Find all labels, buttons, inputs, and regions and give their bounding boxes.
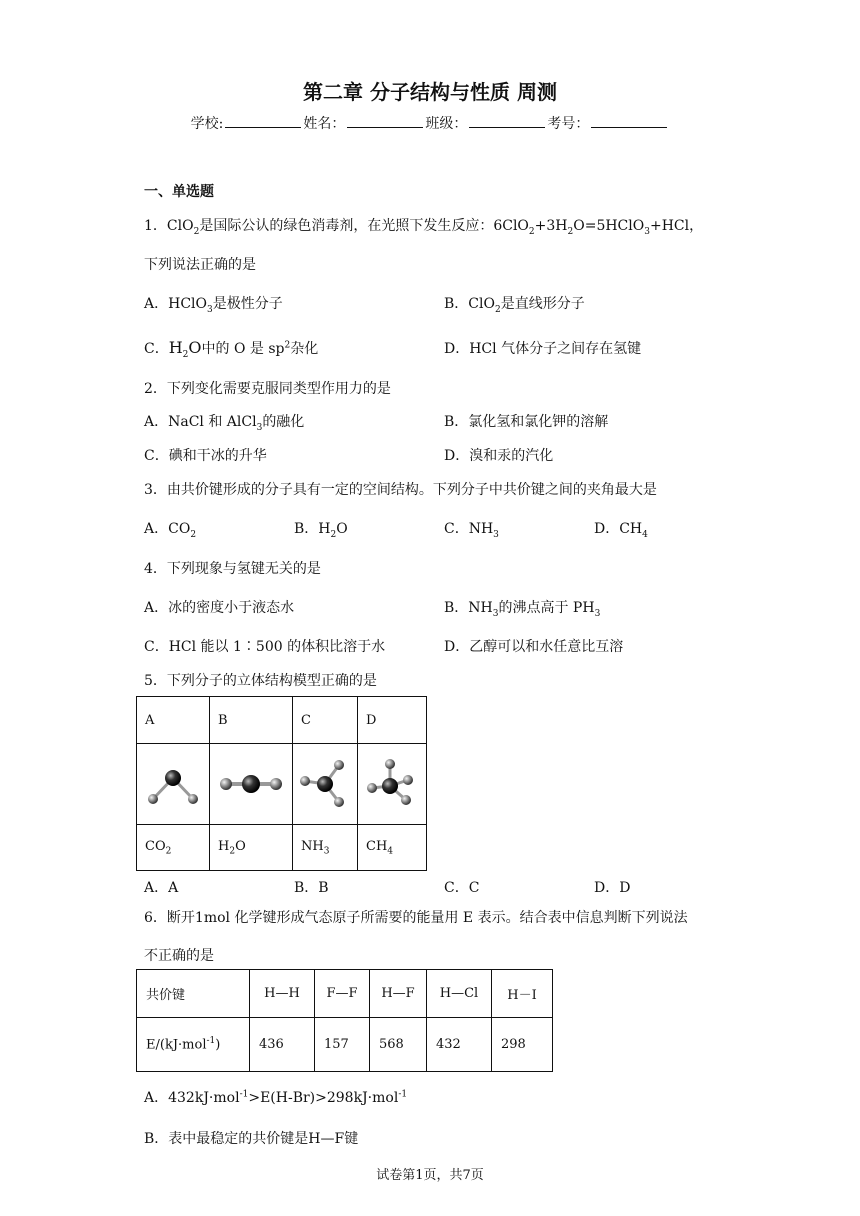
q5-option-d[interactable]: D．D xyxy=(594,880,631,896)
q5-option-b[interactable]: B．B xyxy=(294,880,329,896)
q5-model-c xyxy=(293,744,358,825)
q5-option-a[interactable]: A．A xyxy=(144,880,179,896)
q5-stem: 5．下列分子的立体结构模型正确的是 xyxy=(144,673,377,689)
q3-stem: 3．由共价键形成的分子具有一定的空间结构。下列分子中共价键之间的夹角最大是 xyxy=(144,482,657,498)
q5-formula-b: $H_2O$ xyxy=(210,825,293,871)
q4-stem: 4．下列现象与氢键无关的是 xyxy=(144,561,321,577)
school-blank xyxy=(225,115,301,128)
q5-model-table xyxy=(136,696,427,871)
q3-option-a[interactable]: A．$CO_2$ xyxy=(144,521,197,540)
name-label: 姓名： xyxy=(303,116,346,132)
bent-molecule-model xyxy=(137,744,209,820)
student-info xyxy=(0,113,860,133)
exam-no-label: 考号： xyxy=(547,116,590,132)
q6-energy: 436 xyxy=(250,1018,315,1072)
q5-header-c: C xyxy=(293,697,358,744)
planar-molecule-model xyxy=(293,744,357,820)
q3-option-d[interactable]: D．$CH_4$ xyxy=(594,521,648,540)
q6-bond: H－I xyxy=(492,970,553,1018)
q6-row-label-bond: 共价键 xyxy=(137,970,250,1018)
q6-bond: H—H xyxy=(250,970,315,1018)
q6-energy: 568 xyxy=(370,1018,427,1072)
q6-stem-line2: 不正确的是 xyxy=(144,948,214,964)
q5-model-d xyxy=(358,744,427,825)
q4-option-b[interactable]: B．$NH_3$的沸点高于 $PH_3$ xyxy=(444,600,601,619)
class-label: 班级： xyxy=(425,116,468,132)
class-blank xyxy=(469,115,545,128)
q4-option-a[interactable]: A．冰的密度小于液态水 xyxy=(144,600,295,616)
q5-formula-d: $CH_4$ xyxy=(358,825,427,871)
q6-option-b[interactable]: B．表中最稳定的共价键是H—F键 xyxy=(144,1131,359,1147)
q5-option-c[interactable]: C．C xyxy=(444,880,480,896)
q2-option-a[interactable]: A．NaCl 和 AlCl$_3$的融化 xyxy=(144,414,305,433)
section-heading: 一、单选题 xyxy=(144,184,214,200)
q5-header-d: D xyxy=(358,697,427,744)
q4-option-c[interactable]: C．HCl 能以 1∶500 的体积比溶于水 xyxy=(144,639,386,655)
q1-option-c[interactable]: C．$H_2O$中的 O 是 $sp^2$杂化 xyxy=(144,338,319,360)
q1-option-a[interactable]: A．HClO$_3$是极性分子 xyxy=(144,296,283,315)
q2-option-d[interactable]: D．溴和汞的汽化 xyxy=(444,448,554,464)
q3-option-b[interactable]: B．$H_2O$ xyxy=(294,521,348,540)
q6-option-a[interactable]: A．432kJ·mol$^{-1}$>E(H-Br)>298kJ·mol$^{-1}$ xyxy=(144,1089,408,1106)
page-title: 第二章 分子结构与性质 周测 xyxy=(303,80,557,104)
school-label: 学校: xyxy=(190,116,224,132)
tetrahedral-molecule-model xyxy=(358,744,426,820)
q6-row-label-energy: E/(kJ·mol$^{-1}$) xyxy=(137,1018,250,1072)
q1-stem-line2: 下列说法正确的是 xyxy=(144,257,256,273)
q2-option-b[interactable]: B．氯化氢和氯化钾的溶解 xyxy=(444,414,609,430)
name-blank xyxy=(347,115,423,128)
q1-option-d[interactable]: D．HCl 气体分子之间存在氢键 xyxy=(444,341,642,357)
q6-energy: 298 xyxy=(492,1018,553,1072)
page-footer: 试卷第1页，共7页 xyxy=(376,1168,484,1183)
q5-formula-c: $NH_3$ xyxy=(293,825,358,871)
q6-energy: 157 xyxy=(315,1018,370,1072)
q4-option-d[interactable]: D．乙醇可以和水任意比互溶 xyxy=(444,639,624,655)
q1-stem: 1．ClO$_2$是国际公认的绿色消毒剂，在光照下发生反应：$6ClO_2+3H_2O=5HClO_3+HCl$， xyxy=(144,218,704,237)
q6-bond: H—Cl xyxy=(427,970,492,1018)
q6-bond: F—F xyxy=(315,970,370,1018)
q3-option-c[interactable]: C．$NH_3$ xyxy=(444,521,499,540)
q5-model-a xyxy=(137,744,210,825)
q1-option-b[interactable]: B．ClO$_2$是直线形分子 xyxy=(444,296,585,315)
exam-no-blank xyxy=(591,115,667,128)
q2-stem: 2．下列变化需要克服同类型作用力的是 xyxy=(144,381,391,397)
q5-model-b xyxy=(210,744,293,825)
q6-energy: 432 xyxy=(427,1018,492,1072)
q6-bond-energy-table xyxy=(136,969,553,1072)
q2-option-c[interactable]: C．碘和干冰的升华 xyxy=(144,448,267,464)
q5-header-a: A xyxy=(137,697,210,744)
q5-formula-a: $CO_2$ xyxy=(137,825,210,871)
q5-header-b: B xyxy=(210,697,293,744)
q6-stem: 6．断开1mol 化学键形成气态原子所需要的能量用 E 表示。结合表中信息判断下列说法 xyxy=(144,910,688,926)
linear-molecule-model xyxy=(210,744,292,820)
q6-bond: H—F xyxy=(370,970,427,1018)
